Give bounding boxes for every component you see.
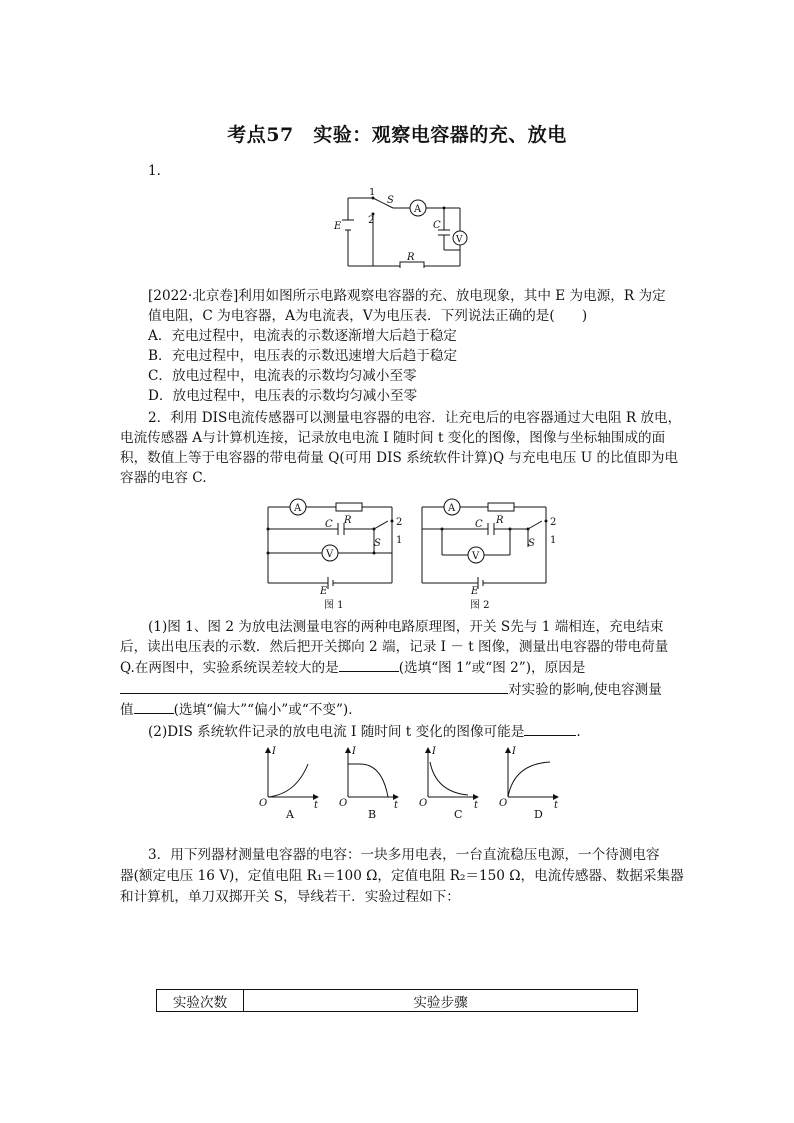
q1-option-c: C．放电过程中，电流表的示数均匀减小至零: [148, 368, 417, 384]
fig2-voltmeter-symbol: V: [472, 551, 480, 562]
fig2-resistor-label: R: [496, 515, 504, 526]
graph-a-origin: O: [259, 798, 268, 809]
voltmeter-symbol: V: [456, 235, 463, 245]
q2-part2-end: .: [576, 724, 581, 740]
it-graphs: [256, 742, 576, 820]
figure-1-circuit: [258, 495, 408, 615]
q3-line3: 和计算机，单刀双掷开关 S，导线若干．实验过程如下：: [120, 889, 460, 905]
q2-line2: 电流传感器 A与计算机连接，记录放电电流 I 随时间 t 变化的图像，图像与坐标轴围成的面: [120, 430, 666, 446]
graph-c-label: C: [454, 808, 463, 820]
graph-d-x-axis-label: t: [554, 800, 559, 811]
q2-line1: 2．利用 DIS电流传感器可以测量电容器的电容．让充电后的电容器通过大电阻 R 放电，: [148, 410, 682, 426]
fig1-ammeter-symbol: A: [294, 503, 302, 514]
q1-option-d: D．放电过程中，电压表的示数均匀减小至零: [148, 388, 418, 404]
figure-2-circuit: [412, 495, 562, 615]
q2-part2-text: (2)DIS 系统软件记录的放电电流 I 随时间 t 变化的图像可能是: [148, 724, 525, 740]
graph-c: [419, 746, 479, 820]
q1-circuit-diagram: [330, 188, 470, 268]
q2-part1-line4-text: 对实验的影响,使电容测量: [508, 682, 662, 698]
q2-part1-line5-end: (选填“偏大”“偏小”或“不变”)．: [173, 702, 362, 718]
graph-b-x-axis-label: t: [394, 800, 399, 811]
switch-label: S: [387, 195, 394, 206]
q1-number: 1.: [148, 163, 161, 179]
fig2-terminal-1: 1: [550, 535, 557, 546]
q2-part1-line4: [120, 679, 662, 700]
terminal-2-label: 2: [368, 215, 375, 226]
terminal-1-label: 1: [369, 188, 376, 198]
experiment-table: [156, 989, 638, 1012]
graph-b-origin: O: [339, 798, 348, 809]
q2-part1-line2: 后，读出电压表的示数．然后把开关掷向 2 端，记录 I － t 图像，测量出电容器的带电荷量: [120, 639, 669, 655]
q2-part1-line1: (1)图 1、图 2 为放电法测量电容的两种电路原理图，开关 S先与 1 端相连，充电结束: [148, 619, 664, 635]
q2-part1-line5-start: 值: [120, 702, 134, 718]
fig2-switch-label: S: [528, 538, 535, 549]
graph-c-x-axis-label: t: [474, 800, 479, 811]
q2-part1-line3: [120, 657, 585, 678]
fig1-resistor-label: R: [344, 515, 352, 526]
graph-d: [499, 746, 559, 820]
fig2-source-label: E: [471, 586, 479, 597]
fig1-terminal-1: 1: [396, 535, 403, 546]
header-trial-number: 实验次数: [157, 990, 244, 1012]
q1-option-a: A．充电过程中，电流表的示数逐渐增大后趋于稳定: [148, 328, 457, 344]
ammeter-symbol: A: [414, 204, 422, 215]
q1-stem-line2: 值电阻，C 为电容器，A为电流表，V为电压表．下列说法正确的是( ): [148, 308, 588, 324]
fig1-terminal-2: 2: [396, 517, 403, 528]
capacitor-label: C: [433, 220, 441, 231]
fig1-capacitor-label: C: [325, 519, 333, 530]
q3-line1: 3．用下列器材测量电容器的电容：一块多用电表，一台直流稳压电源，一个待测电容: [148, 847, 660, 863]
q2-part1-line3-end: (选填“图 1”或“图 2”)，原因是: [398, 660, 586, 676]
graph-a-label: A: [286, 808, 294, 820]
q2-line4: 容器的电容 C.: [120, 470, 207, 486]
graph-b: [339, 746, 399, 820]
answer-blank-1[interactable]: [339, 657, 399, 672]
q2-part1-line5: [120, 699, 362, 720]
fig2-caption: 图 2: [470, 600, 490, 611]
answer-blank-3[interactable]: [134, 699, 174, 714]
q2-line3: 积，数值上等于电容器的带电荷量 Q(可用 DIS 系统软件计算)Q 与充电电压 U 的比值即为电: [120, 450, 679, 466]
fig1-voltmeter-symbol: V: [326, 549, 334, 560]
page-title: 考点57 实验：观察电容器的充、放电: [227, 124, 567, 146]
fig2-capacitor-label: C: [475, 519, 483, 530]
header-experiment-steps: 实验步骤: [244, 990, 638, 1012]
q1-option-b: B．充电过程中，电压表的示数迅速增大后趋于稳定: [148, 348, 458, 364]
fig2-terminal-2: 2: [550, 517, 557, 528]
graph-d-label: D: [534, 808, 543, 820]
graph-a-y-axis-label: I: [272, 746, 276, 757]
q2-part1-line3-start: Q.在两图中，实验系统误差较大的是: [120, 660, 339, 676]
fig1-caption: 图 1: [324, 600, 344, 611]
graph-d-y-axis-label: I: [512, 746, 516, 757]
table-header-row: [157, 990, 638, 1012]
fig1-source-label: E: [320, 586, 328, 597]
q3-line2: 器(额定电压 16 V)，定值电阻 R₁＝100 Ω，定值电阻 R₂＝150 Ω，电流传感器、数据采集器: [120, 868, 684, 884]
graph-d-origin: O: [499, 798, 508, 809]
answer-blank-4[interactable]: [524, 721, 576, 736]
graph-a: [259, 746, 319, 820]
graph-a-x-axis-label: t: [314, 800, 319, 811]
resistor-label: R: [407, 252, 415, 263]
graph-b-y-axis-label: I: [352, 746, 356, 757]
fig1-switch-label: S: [374, 538, 381, 549]
answer-blank-2[interactable]: [120, 679, 508, 694]
source-label: E: [334, 221, 342, 232]
q2-part2-line: [148, 721, 581, 742]
q1-stem-line1: [2022·北京卷]利用如图所示电路观察电容器的充、放电现象，其中 E 为电源，R 为定: [148, 288, 666, 304]
graph-c-origin: O: [419, 798, 428, 809]
graph-b-label: B: [368, 808, 377, 820]
fig2-ammeter-symbol: A: [448, 503, 456, 514]
graph-c-y-axis-label: I: [432, 746, 436, 757]
